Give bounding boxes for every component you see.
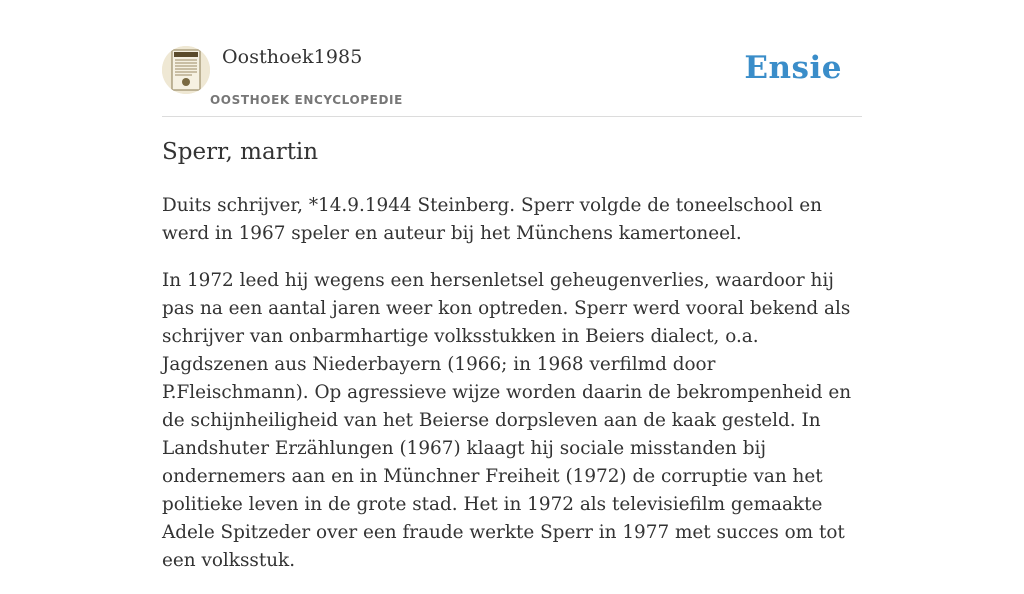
page-title: Sperr, martin bbox=[162, 139, 319, 165]
source-label[interactable]: OOSTHOEK ENCYCLOPEDIE bbox=[210, 93, 403, 107]
article-paragraph: Duits schrijver, *14.9.1944 Steinberg. Sperr volgde de toneelschool en werd in 1967 speler en auteur bij het Münchens kamertoneel. bbox=[162, 195, 822, 244]
encyclopedia-book-cover-icon bbox=[162, 46, 210, 94]
article-paragraph: In 1972 leed hij wegens een hersenletsel geheugenverlies, waardoor hij pas na een aantal jaren weer kon optreden. Sperr werd vooral bekend als schrijver van onbarmhartige volksstukken in Beiers dialect, o.a. Jagdszenen aus Niederbayern (1966; in 1968 verfilmd door P.Fleischmann). Op agressieve wijze worden daarin de bekrompenheid en de schijnheiligheid van het Beierse dorpsleven aan de kaak gesteld. In Landshuter Erzählungen (1967) klaagt hij sociale misstanden bij ondernemers aan en in Münchner Freiheit (1972) de corruptie van het politieke leven in de grote stad. Het in 1972 als televisiefilm gemaakte Adele Spitzeder over een fraude werkte Sperr in 1977 met succes om tot een volksstuk. bbox=[162, 270, 852, 571]
author-name[interactable]: Oosthoek1985 bbox=[222, 46, 363, 68]
entry-header bbox=[162, 42, 862, 117]
article-body bbox=[162, 192, 862, 594]
author-avatar[interactable] bbox=[162, 46, 210, 94]
ensie-logo[interactable]: Ensie bbox=[744, 50, 842, 86]
